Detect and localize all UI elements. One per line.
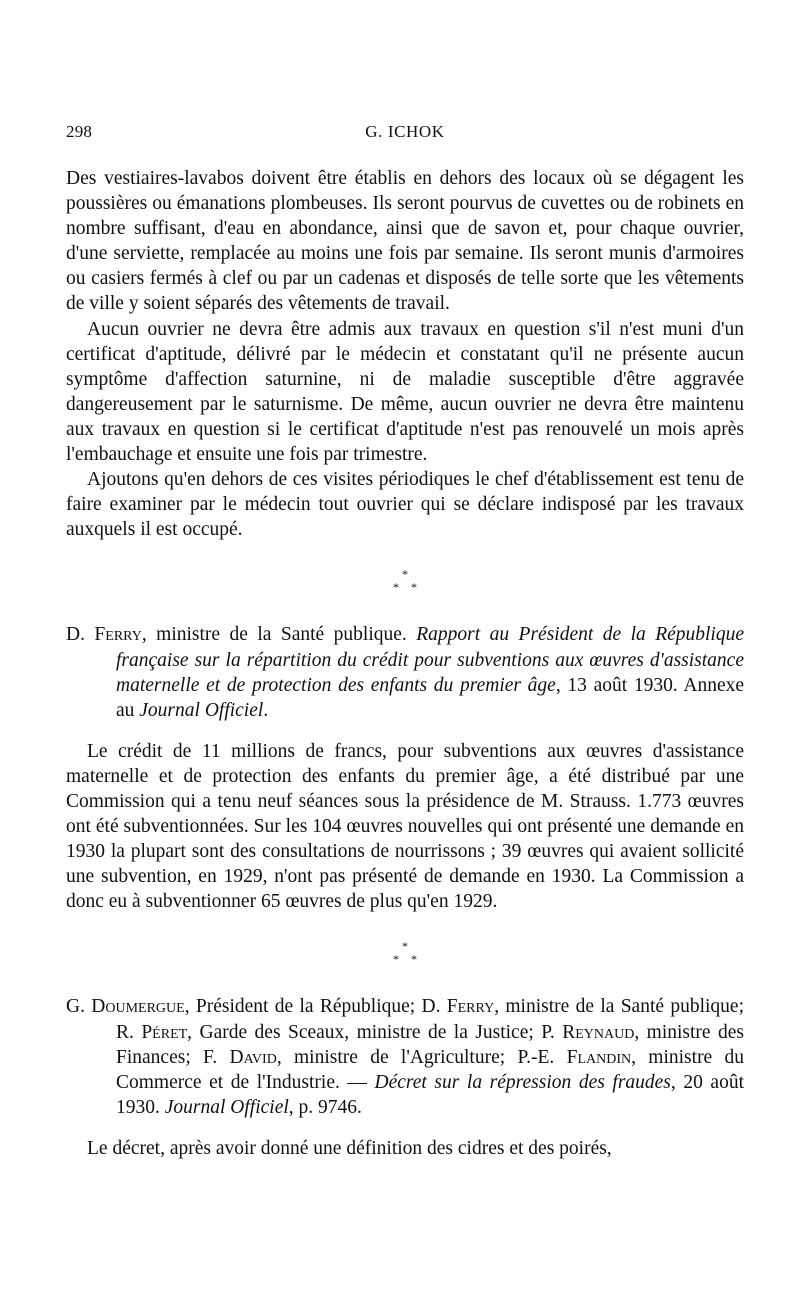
author-initial: D. (66, 624, 85, 646)
document-title: Rapport au Président de la République française sur la répartition du crédit pour subventions aux œuvres d'assistance maternelle et de protection des enfants du premier âge (116, 624, 744, 696)
paragraph-decret: Le décret, après avoir donné une définition des cidres et des poirés, (87, 1137, 612, 1159)
author-role: , ministre des Finances; (116, 1021, 744, 1068)
paragraph-vestiaires: Des vestiaires-lavabos doivent être établis en dehors des locaux où se dégagent les poussières ou émanations plombeuses. Ils seront pourvus de cuvettes ou de robinets en nombre suffisant, d'eau en abondance, ainsi que de savon et, pour chaque ouvrier, d'une serviette, remplacée au moins une fois par semaine. Ils seront munis d'armoires ou casiers fermés à clef ou par un cadenas et disposés de telle sorte que les vêtements de ville y soient séparés des vêtements de travail. (66, 168, 744, 315)
author-name: Ferry (94, 624, 142, 646)
author-role: , ministre de la Santé publique. (141, 624, 407, 646)
document-date: , 20 août 1930. (116, 1071, 744, 1118)
paragraph-visites: Ajoutons qu'en dehors de ces visites périodiques le chef d'établissement est tenu de faire examiner par le médecin tout ouvrier qui se déclare indisposé par les travaux auxquels il est occupé. (66, 469, 744, 541)
author-role: , Garde des Sceaux, ministre de la Justice; (187, 1021, 542, 1043)
document-title: Décret sur la répression des fraudes (374, 1071, 671, 1093)
author-role: , ministre du Commerce et de l'Industrie. — (116, 1046, 745, 1093)
author-initial: R. (116, 1021, 134, 1043)
separator-star: * (402, 567, 408, 582)
paragraph-credit: Le crédit de 11 millions de francs, pour subventions aux œuvres d'assistance maternelle et de protection des enfants du premier âge, a été distribué par une Commission qui a tenu neuf séances sous la présidence de M. Strauss. 1.773 œuvres ont été subventionnées. Sur les 104 œuvres nouvelles qui ont présenté une demande en 1930 la plupart sont des consultations de nourrissons ; 39 œuvres qui avaient sollicité une subvention, en 1929, n'ont pas présenté de demande en 1930. La Commission a donc eu à subventionner 65 œuvres de plus qu'en 1929. (66, 740, 744, 913)
journal-name: Journal Officiel (139, 699, 264, 721)
author-initial: P.-E. (517, 1046, 555, 1068)
page-body (66, 166, 744, 1161)
author-initial: G. (66, 996, 85, 1018)
document-date: , 13 août 1930. Annexe au (116, 674, 745, 721)
separator-star: * (411, 952, 417, 967)
page-reference: , p. 9746. (288, 1096, 362, 1118)
reference-end: . (263, 699, 269, 721)
page-number: 298 (66, 122, 93, 141)
author-name: Reynaud (562, 1021, 635, 1043)
author-initial: P. (541, 1021, 555, 1043)
section-separator (66, 554, 744, 614)
journal-name: Journal Officiel (164, 1096, 289, 1118)
author-role: , ministre de l'Agriculture; (276, 1046, 518, 1068)
running-title: G. ICHOK (365, 122, 445, 141)
author-name: David (229, 1046, 277, 1068)
separator-star: * (402, 939, 408, 954)
separator-star: * (393, 580, 399, 595)
reference-ferry-rapport (66, 622, 744, 722)
reference-decret-fraudes (66, 994, 744, 1119)
author-name: Péret (141, 1021, 188, 1043)
author-initial: F. (203, 1046, 218, 1068)
author-name: Ferry (446, 996, 495, 1018)
author-initial: D. (421, 996, 441, 1018)
author-role: , Président de la République; (184, 996, 422, 1018)
author-role: , ministre de la Santé publique; (494, 996, 744, 1018)
separator-star: * (411, 580, 417, 595)
author-name: Doumergue (91, 996, 185, 1018)
separator-star: * (393, 952, 399, 967)
author-name: Flandin (566, 1046, 632, 1068)
section-separator (66, 926, 744, 986)
page-header (66, 122, 744, 144)
paragraph-aptitude: Aucun ouvrier ne devra être admis aux travaux en question s'il n'est muni d'un certificat d'aptitude, délivré par le médecin et constatant qu'il ne présente aucun symptôme d'affection saturnine, ni de maladie susceptible d'être aggravée dangereusement par le saturnisme. De même, aucun ouvrier ne devra être maintenu aux travaux en question si le certificat d'aptitude n'est pas renouvelé un mois après l'embauchage et ensuite une fois par trimestre. (66, 318, 744, 466)
